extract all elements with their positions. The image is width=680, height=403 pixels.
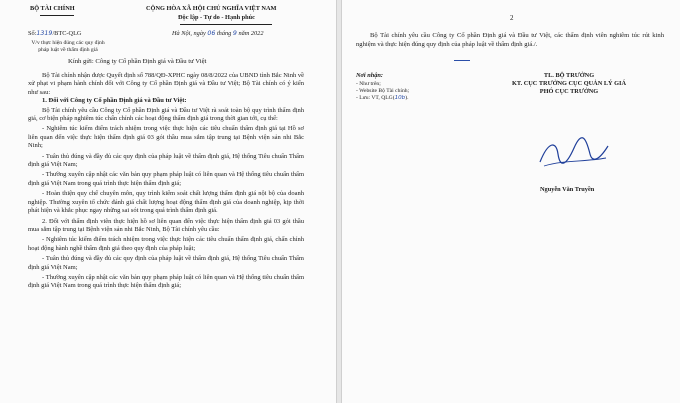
recipient-item: - Như trên;	[356, 81, 381, 87]
handwritten-day: 06	[207, 30, 216, 37]
document-number: Số:1319/BTC-QLG	[28, 30, 82, 37]
recipient-line: Kính gửi: Công ty Cổ phần Định giá và Đầu tư Việt	[68, 58, 207, 65]
handwritten-mark	[454, 60, 470, 61]
handwritten-number: 1319	[36, 30, 53, 37]
recipients-list	[356, 81, 409, 102]
section-heading: 1. Đối với Công ty Cổ phần Định giá và Đầu tư Việt:	[42, 97, 187, 105]
letter-body	[28, 72, 304, 291]
recipients-title: Nơi nhận:	[356, 72, 384, 79]
issuing-agency: BỘ TÀI CHÍNH	[30, 5, 75, 12]
paragraph: - Thường xuyên cập nhật các văn bản quy phạm pháp luật có liên quan và Hệ thống tiêu chuẩn thẩm định giá Việt Nam trong quá trình thực hiện thẩm định giá;	[28, 171, 304, 187]
agency-underline	[40, 15, 74, 16]
paragraph: - Tuân thủ đúng và đầy đủ các quy định của pháp luật về thẩm định giá, Hệ thống Tiêu chuẩn Thẩm định giá Việt Nam;	[28, 152, 304, 169]
signature-authority	[474, 72, 664, 95]
place-and-date: Hà Nội, ngày 06 tháng 9 năm 2022	[172, 30, 264, 37]
recipient-item: - Lưu: VT, QLG(10b).	[356, 95, 409, 101]
handwritten-signature-icon	[534, 132, 614, 176]
paragraph: - Tuân thủ đúng và đầy đủ các quy định của pháp luật về thẩm định giá, Hệ thống Tiêu chuẩn Thẩm định giá Việt Nam;	[28, 255, 304, 271]
motto-underline	[180, 24, 272, 25]
closing-paragraph: Bộ Tài chính yêu cầu Công ty Cổ phần Định giá và Đầu tư Việt, các thẩm định viên nghiêm túc rút kinh nghiệm và thực hiện đúng quy định của pháp luật về thẩm định giá./.	[356, 32, 664, 48]
national-title: CỘNG HÒA XÃ HỘI CHỦ NGHĨA VIỆT NAM	[146, 5, 277, 12]
page-number: 2	[510, 14, 514, 22]
national-motto: Độc lập - Tự do - Hạnh phúc	[178, 14, 255, 21]
handwritten-copies: 10b	[394, 95, 406, 101]
sign-for: TL. BỘ TRƯỞNG	[543, 72, 595, 79]
paragraph: Bộ Tài chính yêu cầu Công ty Cổ phần Định giá và Đầu tư Việt rà soát toàn bộ quy trình thẩm định giá, cơ biện pháp nghiêm túc chấn chỉnh các hoạt động thẩm định giá trong thời gian tới, cụ thể:	[28, 106, 304, 123]
subject-line: V/v thực hiện đúng các quy định pháp luật về thẩm định giá	[31, 40, 105, 53]
paragraph: - Thường xuyên cập nhật các văn bản quy phạm pháp luật có liên quan và Hệ thống tiêu chuẩn thẩm định giá Việt Nam trong quá trình thực hiện thẩm định giá;	[28, 273, 304, 290]
document-page-2	[342, 0, 680, 403]
sign-role: PHÓ CỤC TRƯỞNG	[539, 88, 599, 95]
sign-position: KT. CỤC TRƯỞNG CỤC QUẢN LÝ GIÁ	[511, 80, 627, 87]
document-page-1	[0, 0, 336, 403]
paragraph: - Nghiêm túc kiểm điểm trách nhiệm trong việc thực hiện các tiêu chuẩn thẩm định giá, chấn chỉnh hoạt động hành nghề thẩm định giá theo quy định của pháp luật;	[28, 236, 304, 252]
paragraph: 2. Đối với thẩm định viên thực hiện hồ sơ liên quan đến việc thực hiện thẩm định giá 03 gói thầu mua sắm tập trung tại Bệnh viện sản nhi Bắc Ninh, Bộ Tài chính yêu cầu:	[28, 217, 304, 233]
signer-name: Nguyễn Văn Truyền	[540, 186, 595, 193]
recipient-item: - Website Bộ Tài chính;	[356, 88, 410, 94]
paragraph: - Nghiêm túc kiểm điểm trách nhiệm trong việc thực hiện các tiêu chuẩn thẩm định giá tại Hồ sơ liên quan đến việc thực hiện thẩm định giá 03 gói thầu mua sắm tập trung tại Bệnh viện sản nhi Bắc Ninh;	[28, 125, 304, 150]
paragraph: Bộ Tài chính nhận được Quyết định số 788/QĐ-XPHC ngày 08/8/2022 của UBND tỉnh Bắc Ninh về xử phạt vi phạm hành chính đối với Công ty Cổ phần Định giá và Đầu tư Việt; Bộ Tài chính có ý kiến như sau:	[28, 72, 304, 96]
paragraph: - Hoàn thiện quy chế chuyên môn, quy trình kiểm soát chất lượng thẩm định giá nội bộ của doanh nghiệp. Thường xuyên tổ chức đánh giá chất lượng hoạt động thẩm định giá của doanh nghiệp, kịp thời phát hiện và khắc phục ngay những sai sót trong quá trình thẩm định giá.	[28, 190, 304, 215]
handwritten-month: 9	[232, 30, 237, 37]
